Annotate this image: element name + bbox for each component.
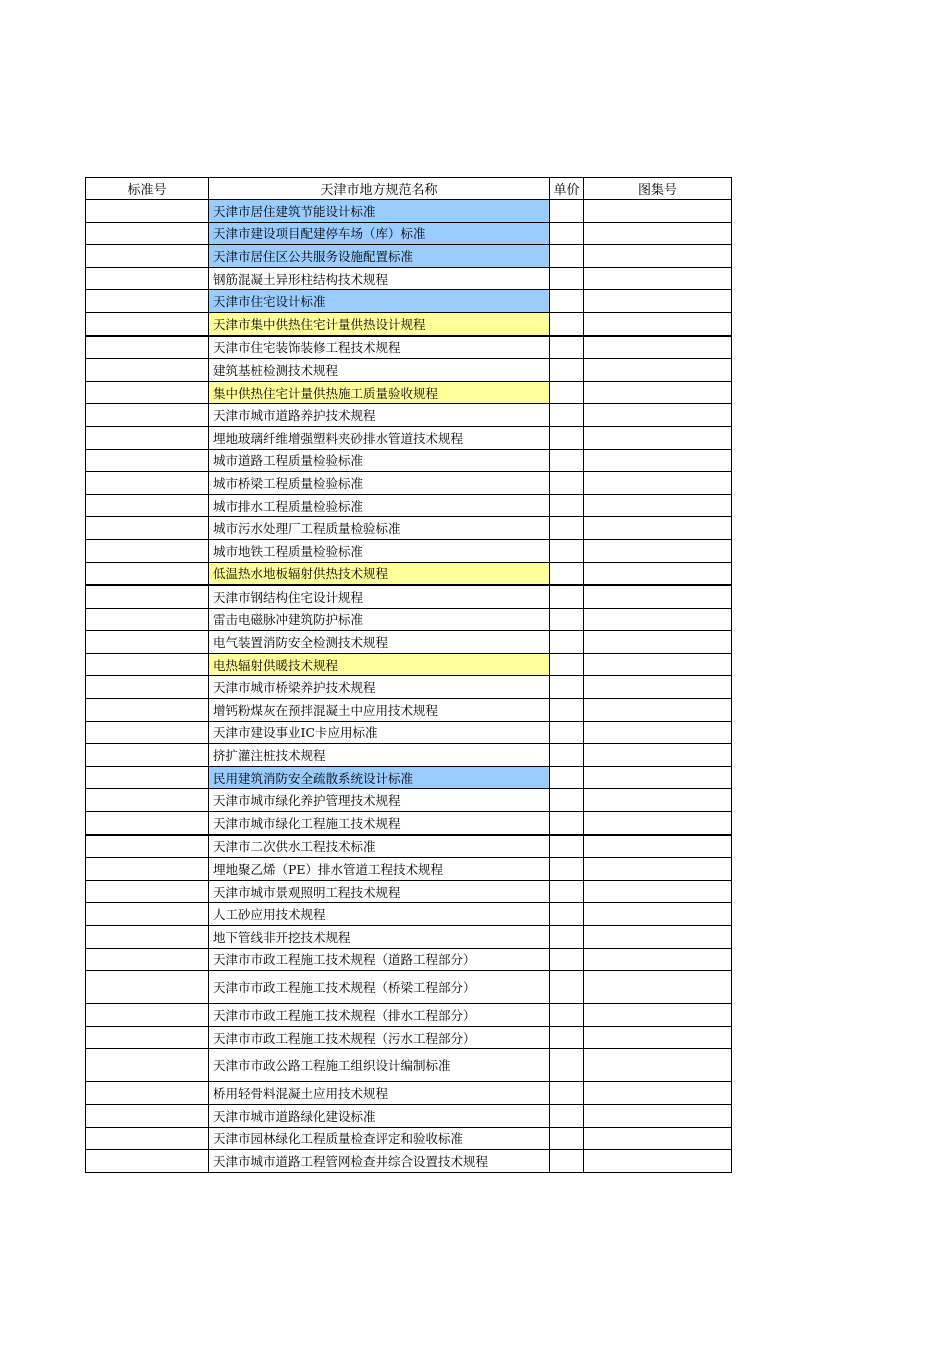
table-row — [86, 971, 732, 1004]
std-no-cell[interactable] — [86, 404, 209, 427]
standard-name-cell[interactable]: 钢筋混凝土异形柱结构技术规程 — [209, 267, 550, 290]
atlas-no-cell[interactable] — [584, 1127, 732, 1150]
standard-name-cell[interactable]: 集中供热住宅计量供热施工质量验收规程 — [209, 381, 550, 404]
std-no-cell[interactable] — [86, 539, 209, 562]
price-cell[interactable] — [550, 449, 584, 472]
table-row — [86, 835, 732, 858]
table-row — [86, 812, 732, 835]
price-cell[interactable] — [550, 1082, 584, 1105]
table-row — [86, 766, 732, 789]
standard-name-cell[interactable]: 民用建筑消防安全疏散系统设计标准 — [209, 766, 550, 789]
atlas-no-cell[interactable] — [584, 926, 732, 949]
std-no-cell[interactable] — [86, 200, 209, 223]
table-row — [86, 1004, 732, 1027]
price-cell[interactable] — [550, 245, 584, 268]
standard-name-cell[interactable]: 天津市市政公路工程施工组织设计编制标准 — [209, 1049, 550, 1082]
atlas-no-cell[interactable] — [584, 336, 732, 359]
std-no-cell[interactable] — [86, 858, 209, 881]
std-no-cell[interactable] — [86, 222, 209, 245]
std-no-cell[interactable] — [86, 312, 209, 335]
atlas-no-cell[interactable] — [584, 245, 732, 268]
table-row — [86, 926, 732, 949]
table-row — [86, 381, 732, 404]
standard-name-cell[interactable]: 天津市建设项目配建停车场（库）标准 — [209, 222, 550, 245]
std-no-cell[interactable] — [86, 699, 209, 722]
atlas-no-cell[interactable] — [584, 971, 732, 1004]
table-row — [86, 359, 732, 382]
table-row — [86, 1150, 732, 1173]
price-cell[interactable] — [550, 1049, 584, 1082]
std-no-cell[interactable] — [86, 812, 209, 835]
atlas-no-cell[interactable] — [584, 472, 732, 495]
std-no-cell[interactable] — [86, 789, 209, 812]
price-cell[interactable] — [550, 404, 584, 427]
std-no-cell[interactable] — [86, 517, 209, 540]
table-row — [86, 699, 732, 722]
standard-name-cell[interactable]: 电热辐射供暖技术规程 — [209, 653, 550, 676]
price-cell[interactable] — [550, 1026, 584, 1049]
header-name[interactable]: 天津市地方规范名称 — [209, 178, 550, 200]
atlas-no-cell[interactable] — [584, 381, 732, 404]
atlas-no-cell[interactable] — [584, 1004, 732, 1027]
price-cell[interactable] — [550, 494, 584, 517]
table-row — [86, 267, 732, 290]
price-cell[interactable] — [550, 721, 584, 744]
standard-name-cell[interactable]: 埋地聚乙烯（PE）排水管道工程技术规程 — [209, 858, 550, 881]
standard-name-cell[interactable]: 天津市城市道路工程管网检查井综合设置技术规程 — [209, 1150, 550, 1173]
standard-name-cell[interactable]: 城市排水工程质量检验标准 — [209, 494, 550, 517]
price-cell[interactable] — [550, 971, 584, 1004]
standard-name-cell[interactable]: 天津市居住区公共服务设施配置标准 — [209, 245, 550, 268]
price-cell[interactable] — [550, 1004, 584, 1027]
standard-name-cell[interactable]: 天津市园林绿化工程质量检查评定和验收标准 — [209, 1127, 550, 1150]
std-no-cell[interactable] — [86, 449, 209, 472]
std-no-cell[interactable] — [86, 721, 209, 744]
atlas-no-cell[interactable] — [584, 539, 732, 562]
header-std-no[interactable]: 标准号 — [86, 178, 209, 200]
table-body — [86, 200, 732, 1173]
table-row — [86, 721, 732, 744]
table-row — [86, 404, 732, 427]
std-no-cell[interactable] — [86, 290, 209, 313]
table-row — [86, 222, 732, 245]
table-row — [86, 1127, 732, 1150]
atlas-no-cell[interactable] — [584, 200, 732, 223]
table-row — [86, 1026, 732, 1049]
table-row — [86, 517, 732, 540]
std-no-cell[interactable] — [86, 653, 209, 676]
price-cell[interactable] — [550, 948, 584, 971]
atlas-no-cell[interactable] — [584, 858, 732, 881]
price-cell[interactable] — [550, 200, 584, 223]
price-cell[interactable] — [550, 267, 584, 290]
std-no-cell[interactable] — [86, 744, 209, 767]
std-no-cell[interactable] — [86, 1049, 209, 1082]
table-row — [86, 426, 732, 449]
header-price[interactable]: 单价 — [550, 178, 584, 200]
standard-name-cell[interactable]: 天津市集中供热住宅计量供热设计规程 — [209, 312, 550, 335]
std-no-cell[interactable] — [86, 631, 209, 654]
standard-name-cell[interactable]: 天津市城市景观照明工程技术规程 — [209, 880, 550, 903]
price-cell[interactable] — [550, 608, 584, 631]
standard-name-cell[interactable]: 天津市城市道路养护技术规程 — [209, 404, 550, 427]
atlas-no-cell[interactable] — [584, 290, 732, 313]
table-row — [86, 290, 732, 313]
standard-name-cell[interactable]: 天津市钢结构住宅设计规程 — [209, 585, 550, 608]
standard-name-cell[interactable]: 天津市二次供水工程技术标准 — [209, 835, 550, 858]
standard-name-cell[interactable]: 天津市城市桥梁养护技术规程 — [209, 676, 550, 699]
standard-name-cell[interactable]: 城市污水处理厂工程质量检验标准 — [209, 517, 550, 540]
header-row — [86, 178, 732, 200]
price-cell[interactable] — [550, 631, 584, 654]
standard-name-cell[interactable]: 埋地玻璃纤维增强塑料夹砂排水管道技术规程 — [209, 426, 550, 449]
std-no-cell[interactable] — [86, 1004, 209, 1027]
std-no-cell[interactable] — [86, 880, 209, 903]
table-row — [86, 494, 732, 517]
table-row — [86, 631, 732, 654]
price-cell[interactable] — [550, 880, 584, 903]
table-row — [86, 789, 732, 812]
std-no-cell[interactable] — [86, 1104, 209, 1127]
table-row — [86, 562, 732, 585]
table-row — [86, 858, 732, 881]
standard-name-cell[interactable]: 天津市市政工程施工技术规程（污水工程部分） — [209, 1026, 550, 1049]
standards-table — [85, 177, 732, 1173]
table-row — [86, 1049, 732, 1082]
std-no-cell[interactable] — [86, 835, 209, 858]
table-row — [86, 245, 732, 268]
standard-name-cell[interactable]: 低温热水地板辐射供热技术规程 — [209, 562, 550, 585]
atlas-no-cell[interactable] — [584, 676, 732, 699]
price-cell[interactable] — [550, 699, 584, 722]
std-no-cell[interactable] — [86, 1150, 209, 1173]
table-row — [86, 539, 732, 562]
standard-name-cell[interactable]: 天津市市政工程施工技术规程（排水工程部分） — [209, 1004, 550, 1027]
price-cell[interactable] — [550, 789, 584, 812]
standard-name-cell[interactable]: 电气装置消防安全检测技术规程 — [209, 631, 550, 654]
atlas-no-cell[interactable] — [584, 789, 732, 812]
std-no-cell[interactable] — [86, 472, 209, 495]
atlas-no-cell[interactable] — [584, 312, 732, 335]
atlas-no-cell[interactable] — [584, 948, 732, 971]
price-cell[interactable] — [550, 381, 584, 404]
price-cell[interactable] — [550, 562, 584, 585]
table-row — [86, 744, 732, 767]
std-no-cell[interactable] — [86, 245, 209, 268]
standard-name-cell[interactable]: 建筑基桩检测技术规程 — [209, 359, 550, 382]
std-no-cell[interactable] — [86, 903, 209, 926]
atlas-no-cell[interactable] — [584, 426, 732, 449]
atlas-no-cell[interactable] — [584, 880, 732, 903]
atlas-no-cell[interactable] — [584, 744, 732, 767]
std-no-cell[interactable] — [86, 608, 209, 631]
atlas-no-cell[interactable] — [584, 359, 732, 382]
standard-name-cell[interactable]: 增钙粉煤灰在预拌混凝土中应用技术规程 — [209, 699, 550, 722]
atlas-no-cell[interactable] — [584, 721, 732, 744]
atlas-no-cell[interactable] — [584, 835, 732, 858]
price-cell[interactable] — [550, 472, 584, 495]
standard-name-cell[interactable]: 天津市住宅设计标准 — [209, 290, 550, 313]
atlas-no-cell[interactable] — [584, 699, 732, 722]
std-no-cell[interactable] — [86, 676, 209, 699]
std-no-cell[interactable] — [86, 336, 209, 359]
table-row — [86, 903, 732, 926]
atlas-no-cell[interactable] — [584, 1082, 732, 1105]
standard-name-cell[interactable]: 天津市住宅装饰装修工程技术规程 — [209, 336, 550, 359]
price-cell[interactable] — [550, 517, 584, 540]
standard-name-cell[interactable]: 雷击电磁脉冲建筑防护标准 — [209, 608, 550, 631]
atlas-no-cell[interactable] — [584, 267, 732, 290]
standard-name-cell[interactable]: 地下管线非开挖技术规程 — [209, 926, 550, 949]
price-cell[interactable] — [550, 676, 584, 699]
price-cell[interactable] — [550, 1104, 584, 1127]
std-no-cell[interactable] — [86, 1127, 209, 1150]
standard-name-cell[interactable]: 天津市市政工程施工技术规程（道路工程部分） — [209, 948, 550, 971]
table-row — [86, 608, 732, 631]
standard-name-cell[interactable]: 天津市城市道路绿化建设标准 — [209, 1104, 550, 1127]
table-row — [86, 449, 732, 472]
standard-name-cell[interactable]: 天津市城市绿化养护管理技术规程 — [209, 789, 550, 812]
std-no-cell[interactable] — [86, 585, 209, 608]
price-cell[interactable] — [550, 903, 584, 926]
atlas-no-cell[interactable] — [584, 222, 732, 245]
price-cell[interactable] — [550, 1127, 584, 1150]
table-row — [86, 880, 732, 903]
standard-name-cell[interactable]: 桥用轻骨料混凝土应用技术规程 — [209, 1082, 550, 1105]
table-row — [86, 312, 732, 335]
atlas-no-cell[interactable] — [584, 494, 732, 517]
atlas-no-cell[interactable] — [584, 608, 732, 631]
price-cell[interactable] — [550, 744, 584, 767]
standard-name-cell[interactable]: 天津市城市绿化工程施工技术规程 — [209, 812, 550, 835]
price-cell[interactable] — [550, 812, 584, 835]
price-cell[interactable] — [550, 653, 584, 676]
standard-name-cell[interactable]: 人工砂应用技术规程 — [209, 903, 550, 926]
atlas-no-cell[interactable] — [584, 449, 732, 472]
price-cell[interactable] — [550, 1150, 584, 1173]
price-cell[interactable] — [550, 835, 584, 858]
std-no-cell[interactable] — [86, 426, 209, 449]
atlas-no-cell[interactable] — [584, 562, 732, 585]
atlas-no-cell[interactable] — [584, 1026, 732, 1049]
table-row — [86, 472, 732, 495]
price-cell[interactable] — [550, 539, 584, 562]
price-cell[interactable] — [550, 426, 584, 449]
std-no-cell[interactable] — [86, 359, 209, 382]
standard-name-cell[interactable]: 城市桥梁工程质量检验标准 — [209, 472, 550, 495]
std-no-cell[interactable] — [86, 1026, 209, 1049]
table-row — [86, 948, 732, 971]
price-cell[interactable] — [550, 926, 584, 949]
table-row — [86, 1104, 732, 1127]
std-no-cell[interactable] — [86, 494, 209, 517]
atlas-no-cell[interactable] — [584, 653, 732, 676]
table-row — [86, 1082, 732, 1105]
atlas-no-cell[interactable] — [584, 1104, 732, 1127]
std-no-cell[interactable] — [86, 971, 209, 1004]
standard-name-cell[interactable]: 天津市建设事业IC卡应用标准 — [209, 721, 550, 744]
atlas-no-cell[interactable] — [584, 631, 732, 654]
price-cell[interactable] — [550, 312, 584, 335]
standard-name-cell[interactable]: 城市地铁工程质量检验标准 — [209, 539, 550, 562]
price-cell[interactable] — [550, 222, 584, 245]
price-cell[interactable] — [550, 858, 584, 881]
table-row — [86, 336, 732, 359]
standard-name-cell[interactable]: 天津市市政工程施工技术规程（桥梁工程部分） — [209, 971, 550, 1004]
standard-name-cell[interactable]: 城市道路工程质量检验标准 — [209, 449, 550, 472]
atlas-no-cell[interactable] — [584, 903, 732, 926]
atlas-no-cell[interactable] — [584, 812, 732, 835]
header-atlas-no[interactable]: 图集号 — [584, 178, 732, 200]
price-cell[interactable] — [550, 766, 584, 789]
std-no-cell[interactable] — [86, 381, 209, 404]
std-no-cell[interactable] — [86, 562, 209, 585]
atlas-no-cell[interactable] — [584, 1049, 732, 1082]
table-row — [86, 585, 732, 608]
price-cell[interactable] — [550, 336, 584, 359]
table-row — [86, 200, 732, 223]
atlas-no-cell[interactable] — [584, 766, 732, 789]
std-no-cell[interactable] — [86, 1082, 209, 1105]
std-no-cell[interactable] — [86, 948, 209, 971]
price-cell[interactable] — [550, 585, 584, 608]
atlas-no-cell[interactable] — [584, 585, 732, 608]
atlas-no-cell[interactable] — [584, 1150, 732, 1173]
std-no-cell[interactable] — [86, 766, 209, 789]
atlas-no-cell[interactable] — [584, 517, 732, 540]
atlas-no-cell[interactable] — [584, 404, 732, 427]
table-row — [86, 653, 732, 676]
std-no-cell[interactable] — [86, 267, 209, 290]
standard-name-cell[interactable]: 挤扩灌注桩技术规程 — [209, 744, 550, 767]
price-cell[interactable] — [550, 359, 584, 382]
standard-name-cell[interactable]: 天津市居住建筑节能设计标准 — [209, 200, 550, 223]
std-no-cell[interactable] — [86, 926, 209, 949]
table-row — [86, 676, 732, 699]
price-cell[interactable] — [550, 290, 584, 313]
